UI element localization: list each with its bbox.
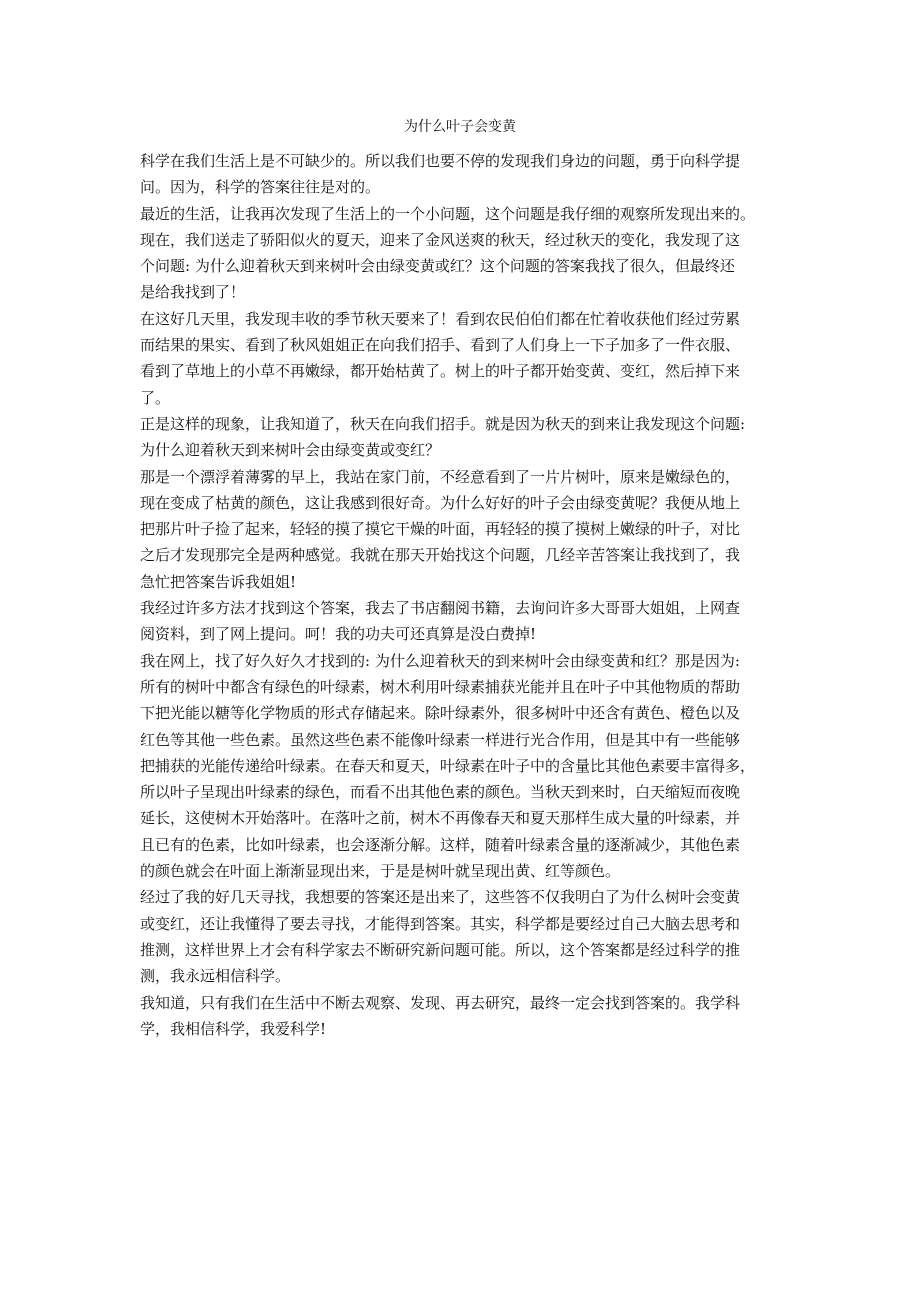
- text-line: 那是一个漂浮着薄雾的早上，我站在家门前，不经意看到了一片片树叶，原来是嫩绿色的，: [140, 467, 741, 486]
- text-line: 把那片叶子捡了起来，轻轻的摸了摸它干燥的叶面，再轻轻的摸了摸树上嫩绿的叶子，对比: [140, 520, 741, 539]
- text-line: 之后才发现那完全是两种感觉。我就在那天开始找这个问题，几经辛苦答案让我找到了，我: [140, 546, 741, 565]
- text-line: 我在网上，找了好久好久才找到的: 为什么迎着秋天的到来树叶会由绿变黄和红？那是因为:: [140, 651, 740, 670]
- paragraph: [140, 201, 800, 306]
- text-line: 科学在我们生活上是不可缺少的。所以我们也要不停的发现我们身边的问题，勇于向科学提: [140, 152, 741, 170]
- text-line: 为什么迎着秋天到来树叶会由绿变黄或变红？: [140, 441, 441, 460]
- text-line: 学，我相信科学，我爱科学!: [140, 1019, 327, 1038]
- text-line: 我知道，只有我们在生活中不断去观察、发现、再去研究，最终一定会找到答案的。我学科: [140, 993, 741, 1012]
- text-line: 所以叶子呈现出叶绿素的绿色，而看不出其他色素的颜色。当秋天到来时，白天缩短而夜晚: [140, 783, 741, 802]
- paragraph: [140, 306, 800, 411]
- text-line: 测，我永远相信科学。: [140, 967, 291, 986]
- text-line: 推测，这样世界上才会有科学家去不断研究新问题可能。所以，这个答案都是经过科学的推: [140, 940, 741, 959]
- text-line: 在这好几天里，我发现丰收的季节秋天要来了！看到农民伯伯们都在忙着收获他们经过劳累: [140, 309, 741, 328]
- paragraph: [140, 648, 800, 885]
- text-line: 现在变成了枯黄的颜色，这让我感到很好奇。为什么好好的叶子会由绿变黄呢？我便从地上: [140, 493, 741, 512]
- paragraph: [140, 464, 800, 595]
- text-line: 下把光能以糖等化学物质的形式存储起来。除叶绿素外，很多树叶中还含有黄色、橙色以及: [140, 704, 741, 723]
- document-title: 为什么叶子会变黄: [404, 119, 516, 135]
- text-line: 且已有的色素，比如叶绿素，也会逐渐分解。这样，随着叶绿素含量的逐渐减少，其他色素: [140, 835, 741, 854]
- text-line: 个问题: 为什么迎着秋天到来树叶会由绿变黄或红？这个问题的答案我找了很久，但最终还: [140, 257, 735, 276]
- text-line: 现在，我们送走了骄阳似火的夏天，迎来了金风送爽的秋天，经过秋天的变化，我发现了这: [140, 230, 741, 249]
- paragraph: [140, 411, 800, 464]
- text-line: 所有的树叶中都含有绿色的叶绿素，树木利用叶绿素捕获光能并且在叶子中其他物质的帮助: [140, 677, 741, 696]
- text-line: 延长，这使树木开始落叶。在落叶之前，树木不再像春天和夏天那样生成大量的叶绿素，并: [140, 809, 741, 828]
- paragraph: [140, 595, 800, 648]
- paragraph: [140, 148, 800, 201]
- text-line: 是给我找到了！: [140, 283, 246, 302]
- text-line: 急忙把答案告诉我姐姐!: [140, 572, 297, 591]
- paragraph: [140, 884, 800, 989]
- text-line: 正是这样的现象，让我知道了，秋天在向我们招手。就是因为秋天的到来让我发现这个问题:: [140, 414, 746, 433]
- text-line: 看到了草地上的小草不再嫩绿，都开始枯黄了。树上的叶子都开始变黄、变红，然后掉下来: [140, 362, 741, 381]
- text-line: 而结果的果实、看到了秋风姐姐正在向我们招手、看到了人们身上一下子加多了一件衣服、: [140, 336, 741, 355]
- text-line: 问。因为，科学的答案往往是对的。: [140, 178, 381, 197]
- text-line: 红色等其他一些色素。虽然这些色素不能像叶绿素一样进行光合作用，但是其中有一些能够: [140, 730, 741, 749]
- text-line: 我经过许多方法才找到这个答案，我去了书店翻阅书籍，去询问许多大哥哥大姐姐，上网查: [140, 599, 741, 618]
- text-line: 了。: [140, 388, 171, 407]
- text-line: 把捕获的光能传递给叶绿素。在春天和夏天，叶绿素在叶子中的含量比其他色素要丰富得多，: [140, 756, 756, 775]
- text-line: 的颜色就会在叶面上渐渐显现出来，于是是树叶就呈现出黄、红等颜色。: [140, 862, 621, 881]
- text-line: 或变红，还让我懂得了要去寻找，才能得到答案。其实，科学都是要经过自己大脑去思考和: [140, 914, 741, 933]
- document-body: [140, 148, 800, 1042]
- paragraph: [140, 990, 800, 1043]
- text-line: 最近的生活，让我再次发现了生活上的一个小问题，这个问题是我仔细的观察所发现出来的。: [140, 204, 756, 223]
- text-line: 经过了我的好几天寻找，我想要的答案还是出来了，这些答不仅我明白了为什么树叶会变黄: [140, 888, 741, 907]
- text-line: 阅资料，到了网上提问。呵！我的功夫可还真算是没白费掉!: [140, 625, 537, 644]
